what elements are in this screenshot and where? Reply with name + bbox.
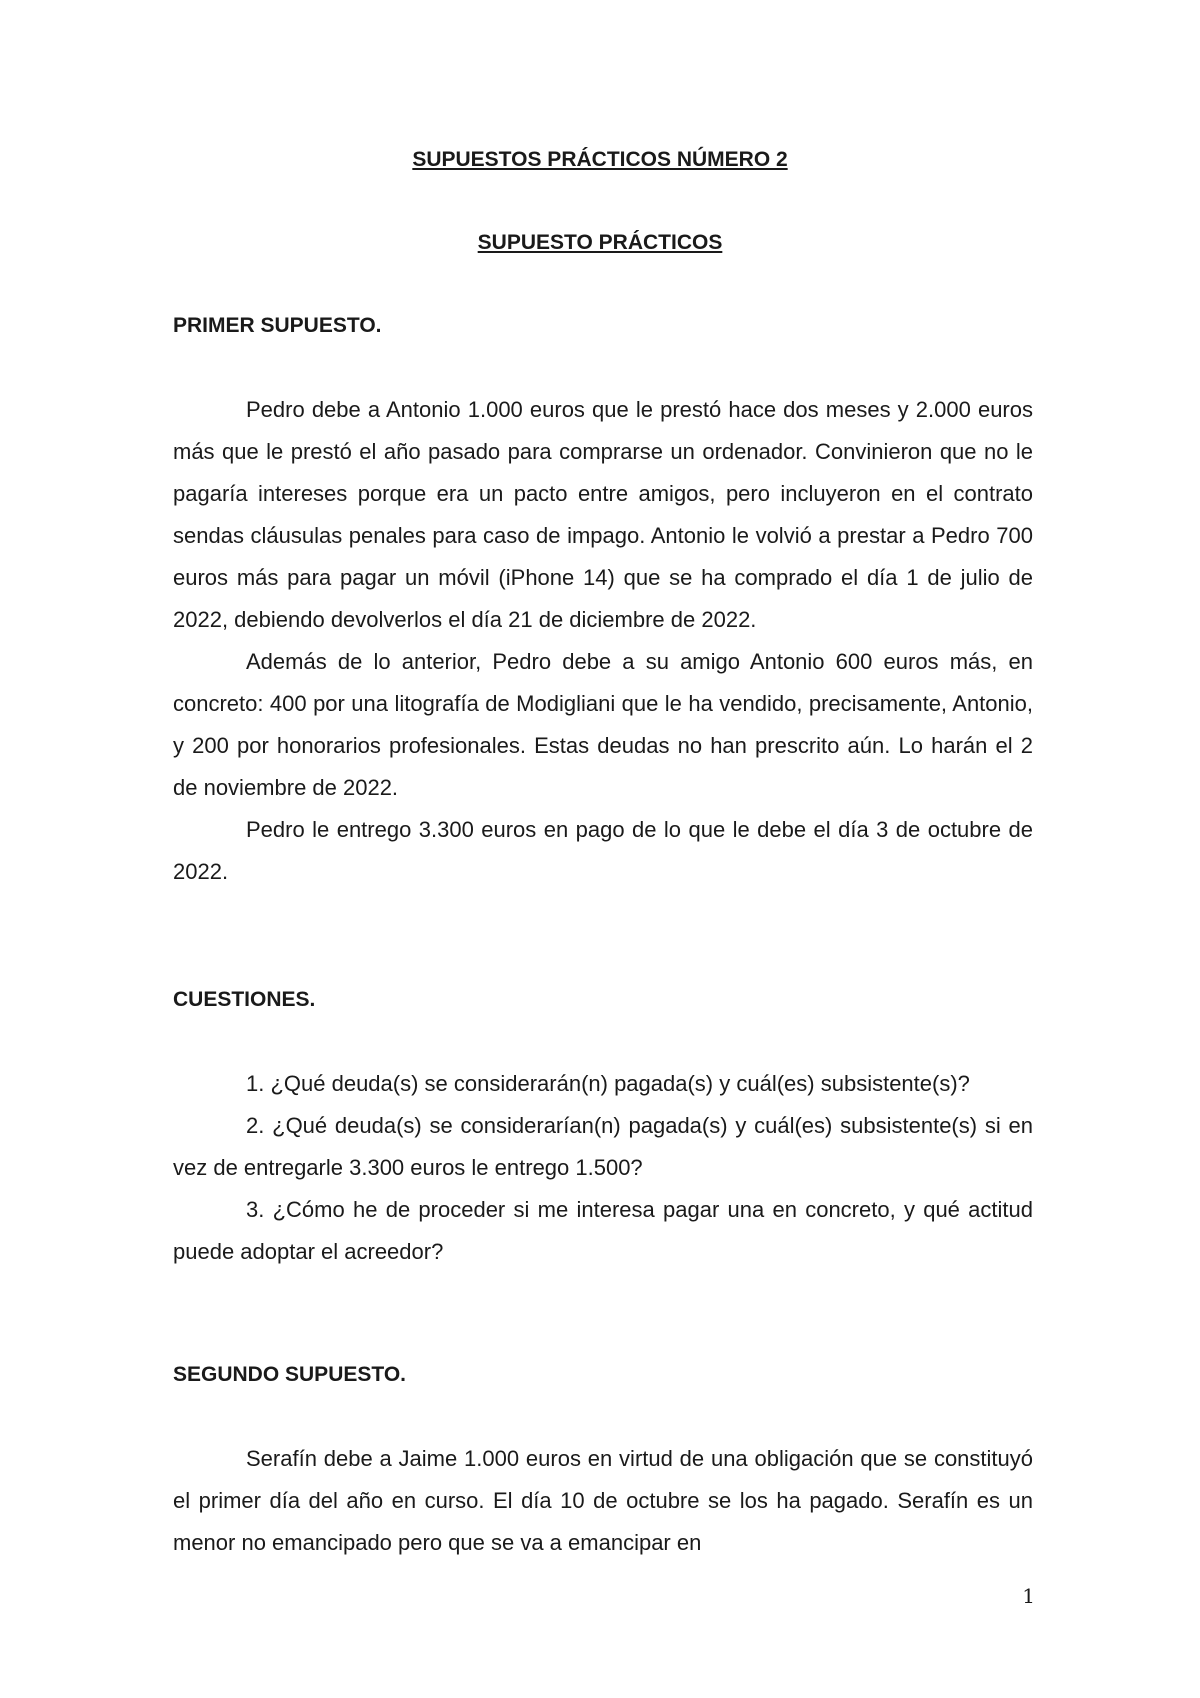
cuestiones-list [173,1063,1033,1273]
segundo-supuesto-body [173,1438,1033,1564]
paragraph: Además de lo anterior, Pedro debe a su amigo Antonio 600 euros más, en concreto: 400 por una litografía de Modigliani que le ha vendido, precisamente, Antonio, y 200 por honorarios profesionales. Estas deudas no han prescrito aún. Lo harán el 2 de noviembre de 2022. [173,649,1033,800]
section-heading-primer: PRIMER SUPUESTO. [173,314,382,337]
section-heading-segundo: SEGUNDO SUPUESTO. [173,1363,406,1386]
document-title: SUPUESTOS PRÁCTICOS NÚMERO 2 [412,148,788,171]
paragraph: Pedro debe a Antonio 1.000 euros que le prestó hace dos meses y 2.000 euros más que le prestó el año pasado para comprarse un ordenador. Convinieron que no le pagaría intereses porque era un pacto entre amigos, pero incluyeron en el contrato sendas cláusulas penales para caso de impago. Antonio le volvió a prestar a Pedro 700 euros más para pagar un móvil (iPhone 14) que se ha comprado el día 1 de julio de 2022, debiendo devolverlos el día 21 de diciembre de 2022. [173,397,1033,632]
page-number: 1 [1022,1584,1035,1608]
question-item: 2. ¿Qué deuda(s) se considerarían(n) pagada(s) y cuál(es) subsistente(s) si en vez de entregarle 3.300 euros le entrego 1.500? [173,1113,1033,1180]
paragraph: Serafín debe a Jaime 1.000 euros en virtud de una obligación que se constituyó el primer día del año en curso. El día 10 de octubre se los ha pagado. Serafín es un menor no emancipado pero que se va a emancipar en [173,1446,1033,1555]
section-heading-cuestiones: CUESTIONES. [173,988,316,1011]
question-item: 1. ¿Qué deuda(s) se considerarán(n) pagada(s) y cuál(es) subsistente(s)? [246,1071,970,1096]
paragraph: Pedro le entrego 3.300 euros en pago de lo que le debe el día 3 de octubre de 2022. [173,817,1033,884]
primer-supuesto-body [173,389,1033,893]
document-subtitle: SUPUESTO PRÁCTICOS [477,231,723,254]
question-item: 3. ¿Cómo he de proceder si me interesa pagar una en concreto, y qué actitud puede adoptar el acreedor? [173,1197,1033,1264]
